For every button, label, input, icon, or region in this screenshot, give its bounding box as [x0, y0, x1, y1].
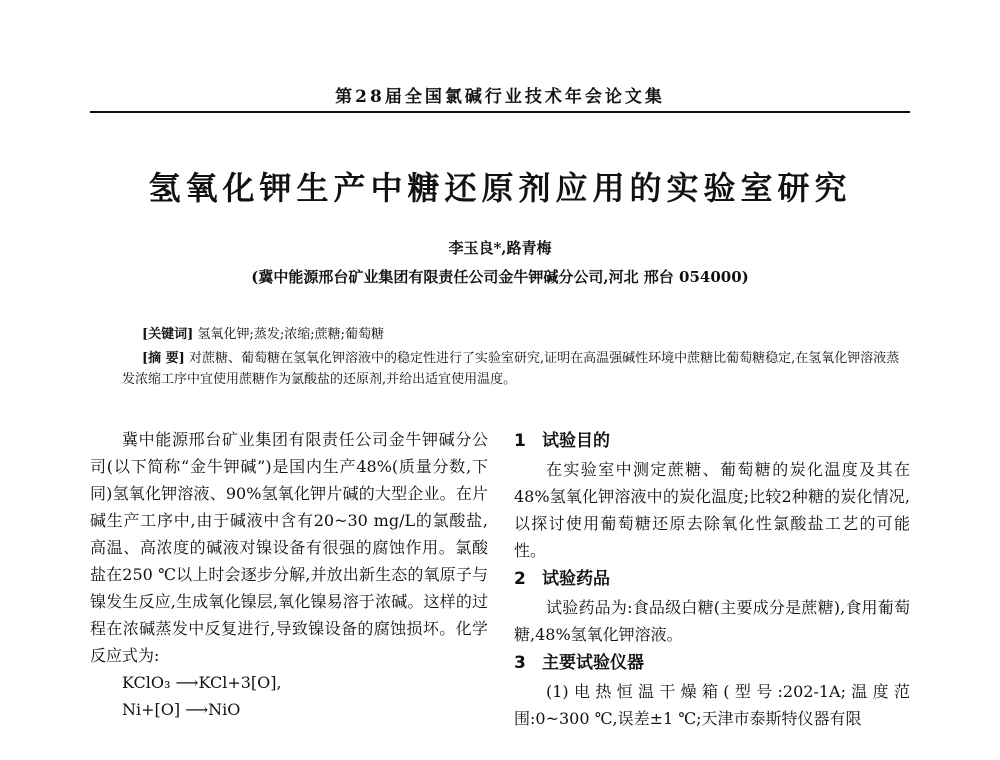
section-text-purpose: 在实验室中测定蔗糖、葡萄糖的炭化温度及其在48%氢氧化钾溶液中的炭化温度;比较2种糖的炭化情况,以探讨使用葡萄糖还原去除氧化性氯酸盐工艺的可能性。: [514, 460, 910, 560]
right-column: [514, 426, 910, 732]
intro-paragraph: 冀中能源邢台矿业集团有限责任公司金牛钾碱分公司(以下简称“金牛钾碱”)是国内生产48%(质量分数,下同)氢氧化钾溶液、90%氢氧化钾片碱的大型企业。在片碱生产工序中,由于碱液中含有20~30 mg/L的氯酸盐,高温、高浓度的碱液对镍设备有很强的腐蚀作用。氯酸盐在250 ℃以上时会逐步分解,并放出新生态的氧原子与镍发生反应,生成氧化镍层,氧化镍易溶于浓碱。这样的过程在浓碱蒸发中反复进行,导致镍设备的腐蚀损坏。化学反应式为:: [90, 430, 488, 665]
header-rule: [90, 111, 910, 113]
section-text-instruments: (1)电热恒温干燥箱(型号:202-1A;温度范围:0~300 ℃,误差±1 ℃;天津市泰斯特仪器有限: [514, 682, 910, 728]
chemical-equation-1: KClO₃ ⟶KCl+3[O],: [122, 673, 282, 692]
section-number: 3: [514, 653, 526, 673]
keywords-text: 氢氧化钾;蒸发;浓缩;蔗糖;葡萄糖: [197, 327, 384, 342]
section-number: 1: [514, 431, 526, 451]
left-column: [90, 426, 488, 723]
section-heading-purpose: [514, 426, 910, 456]
abstract: [122, 348, 902, 390]
affiliation: (冀中能源邢台矿业集团有限责任公司金牛钾碱分公司,河北 邢台 054000): [251, 268, 749, 286]
section-number: 2: [514, 569, 526, 589]
keywords: [142, 324, 902, 345]
paper-title: 氢氧化钾生产中糖还原剂应用的实验室研究: [148, 169, 852, 207]
section-title: 主要试验仪器: [542, 653, 644, 673]
running-header: 第28届全国氯碱行业技术年会论文集: [335, 87, 665, 107]
section-title: 试验药品: [542, 569, 610, 589]
authors: 李玉良*,路青梅: [448, 239, 552, 257]
section-title: 试验目的: [542, 431, 610, 451]
section-heading-instruments: [514, 648, 910, 678]
section-heading-reagents: [514, 564, 910, 594]
chemical-equation-2: Ni+[O] ⟶NiO: [122, 700, 241, 719]
section-text-reagents: 试验药品为:食品级白糖(主要成分是蔗糖),食用葡萄糖,48%氢氧化钾溶液。: [514, 598, 910, 644]
keywords-label: [关键词]: [142, 327, 194, 342]
abstract-label: [摘 要]: [142, 351, 185, 366]
abstract-text: 对蔗糖、葡萄糖在氢氧化钾溶液中的稳定性进行了实验室研究,证明在高温强碱性环境中蔗糖比葡萄糖稳定,在氢氧化钾溶液蒸发浓缩工序中宜使用蔗糖作为氯酸盐的还原剂,并给出适宜使用温度。: [122, 351, 900, 387]
